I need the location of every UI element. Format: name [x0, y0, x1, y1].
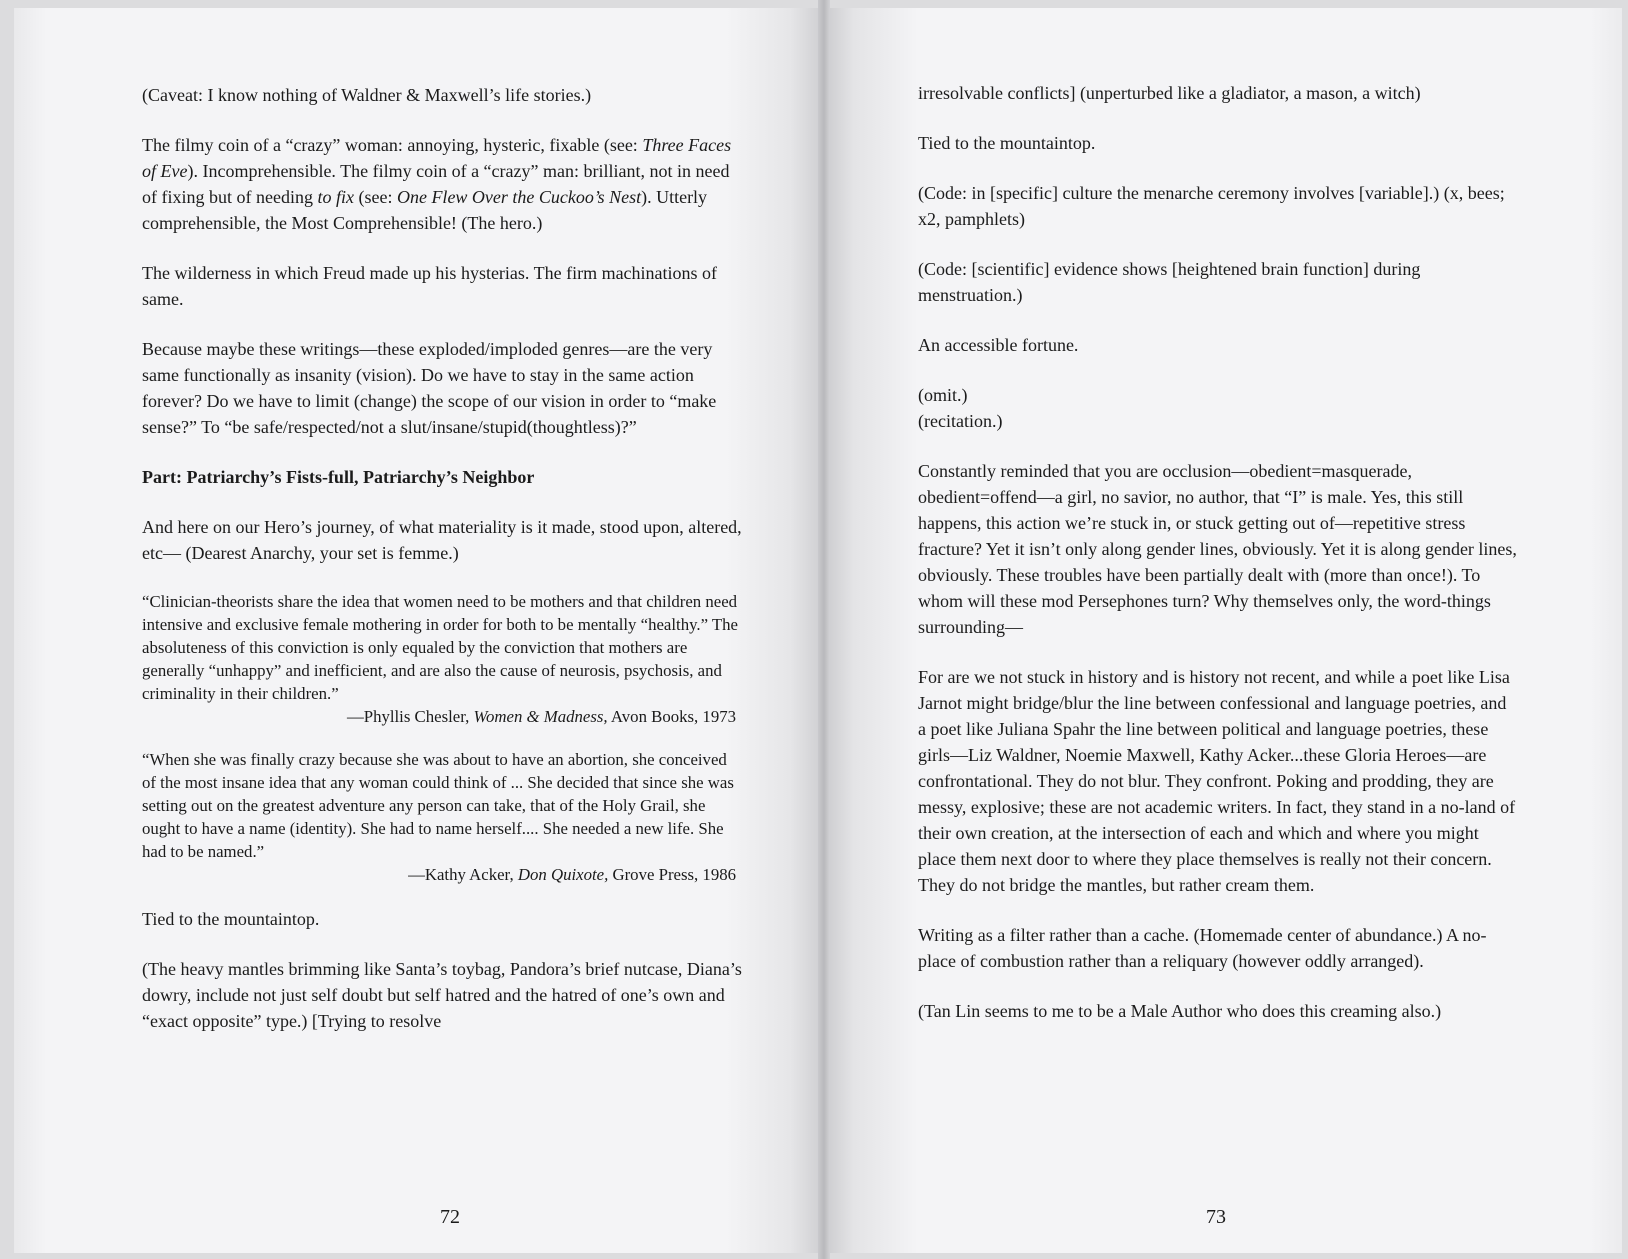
left-page	[14, 8, 822, 1253]
paragraph-line: (omit.)	[918, 385, 968, 405]
title-italic: Three Faces of Eve	[142, 135, 732, 181]
attribution-author: —Kathy Acker,	[408, 865, 518, 884]
paragraph: (Tan Lin seems to me to be a Male Author who does this creaming also.)	[918, 1001, 1442, 1021]
paragraph: And here on our Hero’s journey, of what materiality is it made, stood upon, altered, etc— (Dearest Anarchy, your set is femme.)	[142, 517, 742, 563]
attribution-author: —Phyllis Chesler,	[346, 707, 474, 726]
text-run: ). Utterly comprehensible, the Most Comprehensible! (The hero.)	[142, 187, 708, 233]
paragraph: Writing as a filter rather than a cache. (Homemade center of abundance.) A no-place of combustion rather than a reliquary (however oddly arranged).	[918, 925, 1487, 971]
paragraph: (The heavy mantles brimming like Santa’s toybag, Pandora’s brief nutcase, Diana’s dowry, include not just self doubt but self hatred and the hatred of one’s own and “exact opposite” type.) [Trying to resolve	[142, 959, 742, 1031]
paragraph: For are we not stuck in history and is history not recent, and while a poet like Lisa Jarnot might bridge/blur the line between confessional and language poetries, and a poet like Juliana Spahr the line between political and language poetries, these girls—Liz Waldner, Noemie Maxwell, Kathy Acker...these Gloria Heroes—are confrontational. They do not blur. They confront. Poking and prodding, they are messy, explosive; these are not academic writers. In fact, they stand in a no-land of their own creation, at the intersection of each and which and where you might place them next door to where they place themselves is really not their concern. They do not bridge the mantles, but rather cream them.	[918, 667, 1516, 895]
paragraph: An accessible fortune.	[918, 335, 1079, 355]
attribution-publisher: Avon Books, 1973	[607, 707, 736, 726]
paragraph: Tied to the mountaintop.	[918, 133, 1096, 153]
paragraph: (Code: in [specific] culture the menarche ceremony involves [variable].) (x, bees; x2, pamphlets)	[918, 183, 1505, 229]
paragraph: Constantly reminded that you are occlusion—obedient=masquerade, obedient=offend—a girl, no savior, no author, that “I” is male. Yes, this still happens, this action we’re stuck in, or stuck getting out of—repetitive stress fracture? Yet it isn’t only along gender lines, obviously. Yet it is along gender lines, obviously. These troubles have been partially dealt with (more than once!). To whom will these mod Persephones turn? Why themselves only, the word-things surrounding—	[918, 461, 1517, 637]
text-run: ). Incomprehensible. The filmy coin of a “crazy” man: brilliant, not in need of fixing but of needing	[142, 161, 730, 207]
block-quote	[142, 590, 742, 728]
section-heading: Part: Patriarchy’s Fists-full, Patriarchy’s Neighbor	[142, 467, 535, 487]
quote-attribution	[142, 705, 736, 728]
paragraph: Tied to the mountaintop.	[142, 909, 320, 929]
emphasis-italic: to fix	[317, 187, 354, 207]
left-page-body	[142, 82, 742, 1058]
caveat-paragraph: (Caveat: I know nothing of Waldner & Maxwell’s life stories.)	[142, 85, 592, 105]
paragraph: The wilderness in which Freud made up his hysterias. The firm machinations of same.	[142, 263, 718, 309]
paragraph: Because maybe these writings—these exploded/imploded genres—are the very same functionally as insanity (vision). Do we have to stay in the same action forever? Do we have to limit (change) the scope of our vision in order to “make sense?” To “be safe/respected/not a slut/insane/stupid(thoughtless)?”	[142, 339, 717, 437]
text-run: (see:	[353, 187, 397, 207]
book-gutter	[818, 0, 830, 1259]
block-quote	[142, 748, 742, 886]
attribution-title: Don Quixote,	[517, 865, 609, 884]
paragraph: (Code: [scientific] evidence shows [heightened brain function] during menstruation.)	[918, 259, 1421, 305]
right-page	[822, 8, 1622, 1253]
attribution-publisher: Grove Press, 1986	[608, 865, 736, 884]
quote-text: “When she was finally crazy because she was about to have an abortion, she conceived of the most insane idea that any woman could think of ... She decided that since she was setting out on the greatest adventure any person can take, that of the Holy Grail, she ought to have a name (identity). She had to name herself.... She needed a new life. She had to be named.”	[142, 750, 734, 861]
text-run: The filmy coin of a “crazy” woman: annoying, hysteric, fixable (see:	[142, 135, 643, 155]
page-number: 72	[440, 1206, 460, 1228]
paragraph-line: (recitation.)	[918, 411, 1003, 431]
page-number: 73	[1206, 1206, 1226, 1228]
quote-text: “Clinician-theorists share the idea that women need to be mothers and that children need intensive and exclusive female mothering in order for both to be mentally “healthy.” The absoluteness of this conviction is only equaled by the conviction that mothers are generally “unhappy” and inefficient, and are also the cause of neurosis, psychosis, and criminality in their children.”	[142, 592, 739, 703]
paragraph: irresolvable conflicts] (unperturbed like a gladiator, a mason, a witch)	[918, 83, 1421, 103]
right-page-body	[918, 80, 1518, 1048]
paragraph	[142, 132, 742, 236]
quote-attribution	[142, 863, 736, 886]
title-italic: One Flew Over the Cuckoo’s Nest	[396, 187, 642, 207]
attribution-title: Women & Madness,	[473, 707, 608, 726]
